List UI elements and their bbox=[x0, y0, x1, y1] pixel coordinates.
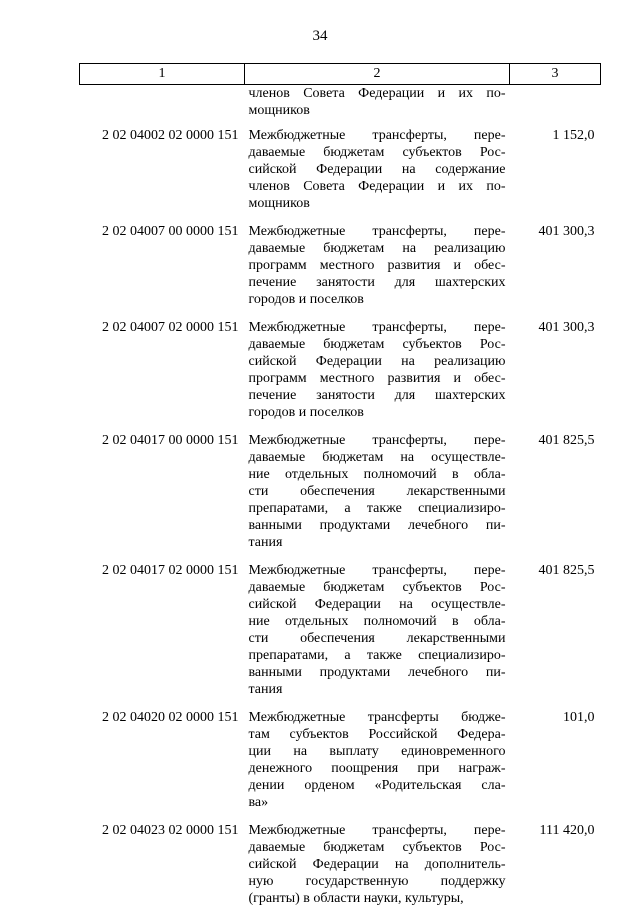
description-line: сийской Федерации на дополнитель- bbox=[249, 856, 506, 873]
description-line: сийской Федерации на осуществле- bbox=[249, 596, 506, 613]
description-line: препаратами, а также специализиро- bbox=[249, 500, 506, 517]
description-line: городов и поселков bbox=[249, 291, 506, 308]
description-line: мощников bbox=[249, 102, 506, 119]
description-cell bbox=[245, 127, 510, 223]
description-line: Межбюджетные трансферты, пере- bbox=[249, 822, 506, 839]
amount-cell: 111 420,0 bbox=[510, 822, 601, 918]
description-cell bbox=[245, 319, 510, 432]
description-line: там субъектов Российской Федера- bbox=[249, 726, 506, 743]
description-line: ва» bbox=[249, 794, 506, 811]
description-line: ние отдельных полномочий в обла- bbox=[249, 613, 506, 630]
budget-code-cell: 2 02 04007 02 0000 151 bbox=[80, 319, 245, 432]
description-line: печение занятости для шахтерских bbox=[249, 387, 506, 404]
amount-cell bbox=[510, 85, 601, 128]
table-body bbox=[80, 85, 601, 918]
description-line: членов Совета Федерации и их по- bbox=[249, 178, 506, 195]
description-line: Межбюджетные трансферты, пере- bbox=[249, 432, 506, 449]
description-line: программ местного развития и обес- bbox=[249, 257, 506, 274]
table-row bbox=[80, 319, 601, 432]
description-cell bbox=[245, 822, 510, 918]
description-line: даваемые бюджетам субъектов Рос- bbox=[249, 336, 506, 353]
table-row bbox=[80, 709, 601, 822]
description-line: ванными продуктами лечебного пи- bbox=[249, 664, 506, 681]
table-row bbox=[80, 85, 601, 128]
amount-cell: 401 825,5 bbox=[510, 562, 601, 709]
description-line: сти обеспечения лекарственными bbox=[249, 483, 506, 500]
description-line: Межбюджетные трансферты, пере- bbox=[249, 319, 506, 336]
description-line: (гранты) в области науки, культуры, bbox=[249, 890, 506, 907]
description-cell bbox=[245, 709, 510, 822]
column-header-3: 3 bbox=[510, 64, 601, 85]
budget-table bbox=[79, 63, 601, 918]
budget-code-cell: 2 02 04002 02 0000 151 bbox=[80, 127, 245, 223]
description-line: сти обеспечения лекарственными bbox=[249, 630, 506, 647]
column-header-1: 1 bbox=[80, 64, 245, 85]
description-line: Межбюджетные трансферты, пере- bbox=[249, 562, 506, 579]
amount-cell: 1 152,0 bbox=[510, 127, 601, 223]
description-line: даваемые бюджетам на осуществле- bbox=[249, 449, 506, 466]
page-number: 34 bbox=[0, 28, 640, 45]
table-row bbox=[80, 822, 601, 918]
budget-code-cell: 2 02 04023 02 0000 151 bbox=[80, 822, 245, 918]
amount-cell: 401 300,3 bbox=[510, 319, 601, 432]
description-cell bbox=[245, 223, 510, 319]
table-row bbox=[80, 562, 601, 709]
description-line: даваемые бюджетам субъектов Рос- bbox=[249, 144, 506, 161]
description-line: сийской Федерации на реализацию bbox=[249, 353, 506, 370]
budget-code-cell: 2 02 04017 00 0000 151 bbox=[80, 432, 245, 562]
description-line: денежного поощрения при награж- bbox=[249, 760, 506, 777]
budget-code-cell: 2 02 04020 02 0000 151 bbox=[80, 709, 245, 822]
description-line: тания bbox=[249, 534, 506, 551]
description-line: членов Совета Федерации и их по- bbox=[249, 85, 506, 102]
table-row bbox=[80, 223, 601, 319]
table-row bbox=[80, 127, 601, 223]
column-header-2: 2 bbox=[245, 64, 510, 85]
description-line: тания bbox=[249, 681, 506, 698]
description-line: Межбюджетные трансферты, пере- bbox=[249, 127, 506, 144]
description-line: дении орденом «Родительская сла- bbox=[249, 777, 506, 794]
description-line: сийской Федерации на содержание bbox=[249, 161, 506, 178]
table-header-row bbox=[80, 64, 601, 85]
amount-cell: 401 300,3 bbox=[510, 223, 601, 319]
description-line: ванными продуктами лечебного пи- bbox=[249, 517, 506, 534]
description-cell bbox=[245, 85, 510, 128]
budget-code-cell: 2 02 04017 02 0000 151 bbox=[80, 562, 245, 709]
description-line: мощников bbox=[249, 195, 506, 212]
description-line: даваемые бюджетам субъектов Рос- bbox=[249, 839, 506, 856]
description-line: препаратами, а также специализиро- bbox=[249, 647, 506, 664]
description-line: городов и поселков bbox=[249, 404, 506, 421]
table-row bbox=[80, 432, 601, 562]
budget-code-cell: 2 02 04007 00 0000 151 bbox=[80, 223, 245, 319]
description-line: ную государственную поддержку bbox=[249, 873, 506, 890]
description-cell bbox=[245, 432, 510, 562]
description-line: даваемые бюджетам на реализацию bbox=[249, 240, 506, 257]
description-line: даваемые бюджетам субъектов Рос- bbox=[249, 579, 506, 596]
description-line: ции на выплату единовременного bbox=[249, 743, 506, 760]
amount-cell: 101,0 bbox=[510, 709, 601, 822]
description-line: Межбюджетные трансферты, пере- bbox=[249, 223, 506, 240]
description-line: программ местного развития и обес- bbox=[249, 370, 506, 387]
amount-cell: 401 825,5 bbox=[510, 432, 601, 562]
description-line: Межбюджетные трансферты бюдже- bbox=[249, 709, 506, 726]
description-line: ние отдельных полномочий в обла- bbox=[249, 466, 506, 483]
budget-code-cell bbox=[80, 85, 245, 128]
description-line: печение занятости для шахтерских bbox=[249, 274, 506, 291]
description-cell bbox=[245, 562, 510, 709]
